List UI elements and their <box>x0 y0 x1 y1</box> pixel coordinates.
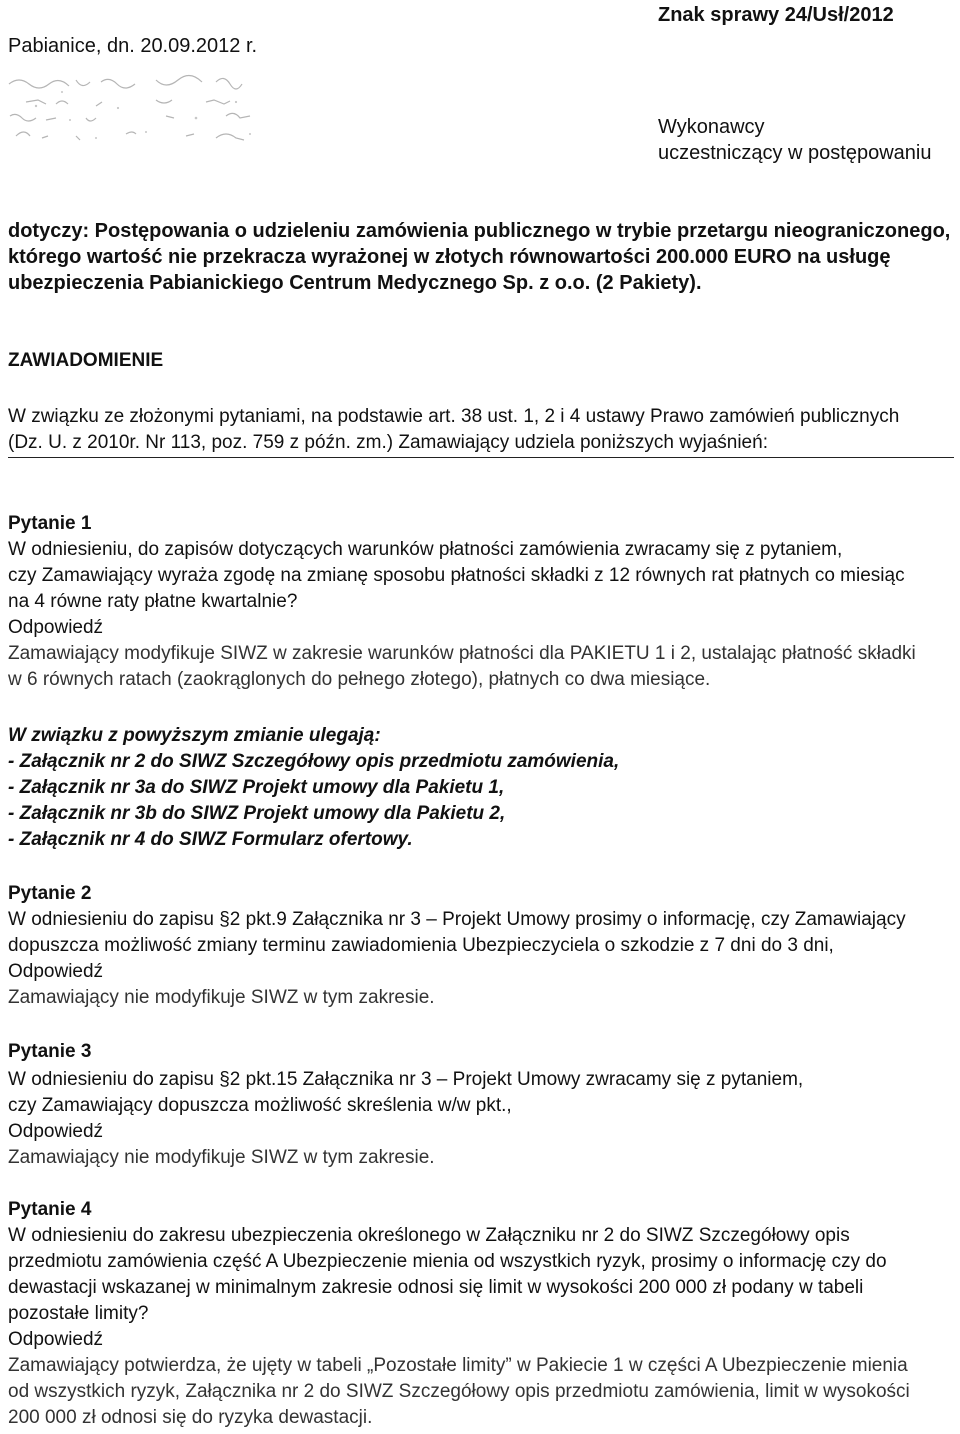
question-4-answer-line1: Zamawiający potwierdza, że ujęty w tabeli „Pozostałe limity” w Pakiecie 1 w części A Ubezpieczenie mienia <box>8 1355 908 1376</box>
case-number: Znak sprawy 24/Usł/2012 <box>658 4 894 26</box>
changes-item-1: - Załącznik nr 2 do SIWZ Szczegółowy opis przedmiotu zamówienia, <box>8 751 620 772</box>
question-4-answer-line2: od wszystkich ryzyk, Załącznika nr 2 do SIWZ Szczegółowy opis przedmiotu zamówienia, limit w wysokości <box>8 1381 910 1402</box>
question-1-line3: na 4 równe raty płatne kwartalnie? <box>8 591 298 612</box>
question-1-title: Pytanie 1 <box>8 513 92 534</box>
changes-item-2: - Załącznik nr 3a do SIWZ Projekt umowy dla Pakietu 1, <box>8 777 505 798</box>
question-4-line4: pozostałe limity? <box>8 1303 149 1324</box>
question-3-title: Pytanie 3 <box>8 1041 92 1062</box>
changes-heading: W związku z powyższym zmianie ulegają: <box>8 725 381 746</box>
notice-line1: W związku ze złożonymi pytaniami, na podstawie art. 38 ust. 1, 2 i 4 ustawy Prawo zamówień publicznych <box>8 406 900 427</box>
question-4-answer-line3: 200 000 zł odnosi się do ryzyka dewastacji. <box>8 1407 373 1428</box>
question-3-line2: czy Zamawiający dopuszcza możliwość skreślenia w/w pkt., <box>8 1095 512 1116</box>
question-2-line1: W odniesieniu do zapisu §2 pkt.9 Załącznika nr 3 – Projekt Umowy prosimy o informację, czy Zamawiający <box>8 909 906 930</box>
divider <box>8 457 954 458</box>
question-3-answer-line1: Zamawiający nie modyfikuje SIWZ w tym zakresie. <box>8 1147 435 1168</box>
place-date: Pabianice, dn. 20.09.2012 r. <box>8 35 258 57</box>
question-3-line1: W odniesieniu do zapisu §2 pkt.15 Załącznika nr 3 – Projekt Umowy zwracamy się z pytaniem, <box>8 1069 804 1090</box>
question-4-line1: W odniesieniu do zakresu ubezpieczenia określonego w Załączniku nr 2 do SIWZ Szczegółowy opis <box>8 1225 850 1246</box>
question-1-line2: czy Zamawiający wyraża zgodę na zmianę sposobu płatności składki z 12 równych rat płatnych co miesiąc <box>8 565 905 586</box>
faded-stamp-icon <box>6 72 276 172</box>
question-2-title: Pytanie 2 <box>8 883 92 904</box>
subject-line3: ubezpieczenia Pabianickiego Centrum Medycznego Sp. z o.o. (2 Pakiety). <box>8 272 702 294</box>
question-3-answer-label: Odpowiedź <box>8 1121 104 1142</box>
subject-line2: którego wartość nie przekracza wyrażonej w złotych równowartości 200.000 EURO na usługę <box>8 246 891 268</box>
subject-line1: dotyczy: Postępowania o udzieleniu zamówienia publicznego w trybie przetargu nieograniczonego, <box>8 220 951 242</box>
question-1-answer-line1: Zamawiający modyfikuje SIWZ w zakresie warunków płatności dla PAKIETU 1 i 2, ustalając płatność składki <box>8 643 916 664</box>
question-2-answer-line1: Zamawiający nie modyfikuje SIWZ w tym zakresie. <box>8 987 435 1008</box>
question-4-title: Pytanie 4 <box>8 1199 92 1220</box>
question-2-answer-label: Odpowiedź <box>8 961 104 982</box>
changes-item-4: - Załącznik nr 4 do SIWZ Formularz ofertowy. <box>8 829 413 850</box>
changes-item-3: - Załącznik nr 3b do SIWZ Projekt umowy dla Pakietu 2, <box>8 803 506 824</box>
recipients-line1: Wykonawcy <box>658 116 765 138</box>
notice-title: ZAWIADOMIENIE <box>8 350 164 371</box>
question-1-answer-label: Odpowiedź <box>8 617 104 638</box>
question-1-answer-line2: w 6 równych ratach (zaokrąglonych do pełnego złotego), płatnych co dwa miesiące. <box>8 669 711 690</box>
question-2-line2: dopuszcza możliwość zmiany terminu zawiadomienia Ubezpieczyciela o szkodzie z 7 dni do 3 dni, <box>8 935 834 956</box>
question-4-answer-label: Odpowiedź <box>8 1329 104 1350</box>
question-1-line1: W odniesieniu, do zapisów dotyczących warunków płatności zamówienia zwracamy się z pytaniem, <box>8 539 843 560</box>
question-4-line3: dewastacji wskazanej w minimalnym zakresie odnosi się limit w wysokości 200 000 zł podany w tabeli <box>8 1277 864 1298</box>
recipients-line2: uczestniczący w postępowaniu <box>658 142 932 164</box>
notice-line2: (Dz. U. z 2010r. Nr 113, poz. 759 z późn. zm.) Zamawiający udziela poniższych wyjaśnień: <box>8 432 768 453</box>
question-4-line2: przedmiotu zamówienia część A Ubezpieczenie mienia od wszystkich ryzyk, prosimy o informację czy do <box>8 1251 887 1272</box>
